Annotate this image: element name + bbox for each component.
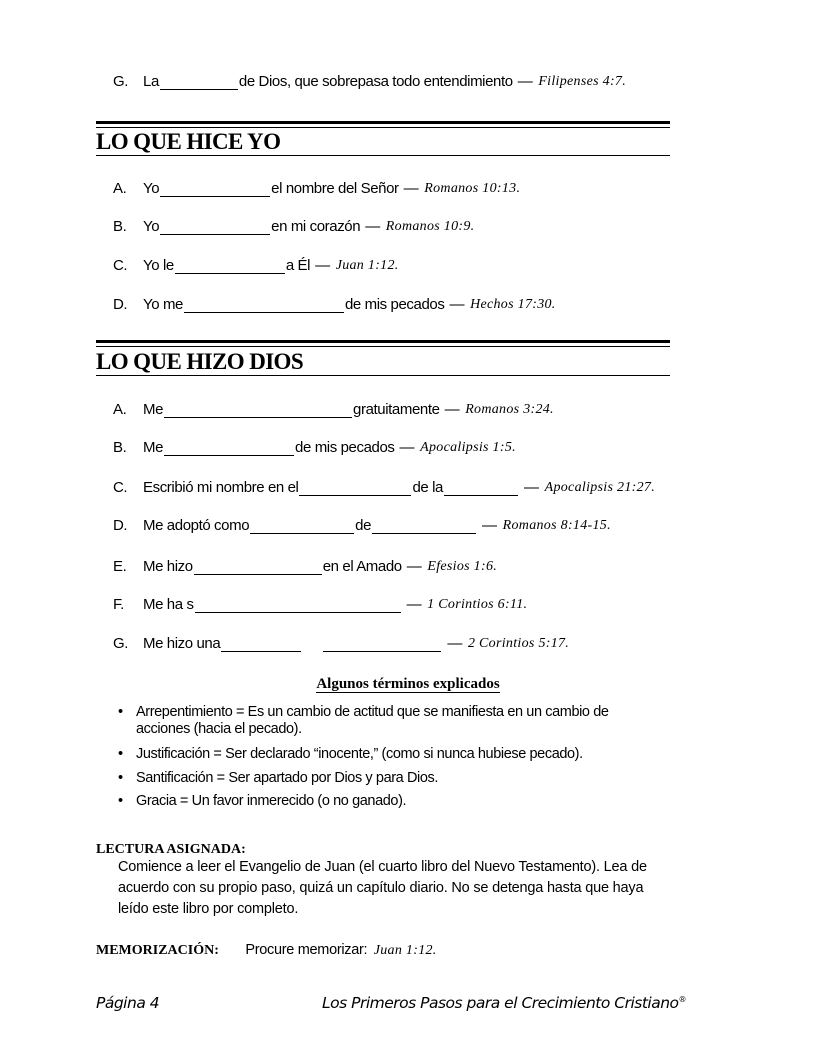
section-title-what-god-did: LO QUE HIZO DIOS: [96, 348, 670, 376]
item-letter: C.: [113, 479, 128, 496]
answer-blank[interactable]: [250, 517, 354, 534]
fill-item-e: [113, 553, 497, 575]
fill-item-g-top: [113, 68, 626, 90]
item-prefix: Me ha s: [143, 596, 194, 613]
section-rule-thick: [96, 340, 670, 343]
reading-text: Comience a leer el Evangelio de Juan (el cuarto libro del Nuevo Testamento). Lea de acuerdo con su propio paso, quizá un capítulo diario. No se detenga hasta que haya leído este libro por completo.: [118, 859, 647, 917]
em-dash: —: [365, 218, 380, 235]
terms-heading-text: Algunos términos explicados: [316, 676, 500, 692]
item-letter: D.: [113, 517, 128, 534]
item-suffix: gratuitamente: [353, 401, 440, 418]
fill-item-b: [113, 213, 474, 235]
bullet-icon: •: [118, 704, 123, 720]
footer-page-number: Página 4: [96, 994, 160, 1012]
item-letter: A.: [113, 401, 127, 418]
item-prefix: Yo le: [143, 257, 174, 274]
bible-reference: Juan 1:12.: [373, 943, 437, 958]
item-letter: G.: [113, 73, 129, 90]
item-suffix: a Él: [285, 257, 311, 274]
item-letter: B.: [113, 439, 127, 456]
memorization-label: MEMORIZACIÓN:: [96, 943, 219, 958]
answer-blank[interactable]: [195, 596, 401, 613]
em-dash: —: [403, 180, 419, 197]
answer-blank[interactable]: [164, 401, 352, 418]
term-item: [118, 770, 678, 787]
terms-heading: [0, 676, 816, 693]
answer-blank[interactable]: [164, 439, 294, 456]
em-dash: —: [517, 73, 533, 90]
section-title-what-i-did: LO QUE HICE YO: [96, 128, 670, 156]
fill-item-c: [113, 252, 399, 274]
item-suffix: en el Amado: [322, 558, 402, 575]
item-suffix: el nombre del Señor: [271, 180, 399, 197]
item-suffix: de mis pecados: [295, 439, 395, 456]
item-prefix: La: [143, 73, 159, 90]
item-suffix: de mis pecados: [344, 296, 445, 313]
answer-blank[interactable]: [323, 635, 441, 652]
item-letter: D.: [113, 296, 128, 313]
item-letter: F.: [113, 596, 124, 613]
bible-reference: Hechos 17:30.: [470, 297, 556, 312]
item-letter: B.: [113, 218, 127, 235]
item-prefix: Me: [143, 439, 164, 456]
item-letter: G.: [113, 635, 129, 652]
term-text: Gracia = Un favor inmerecido (o no ganado).: [136, 793, 407, 809]
answer-blank[interactable]: [160, 73, 238, 90]
em-dash: —: [406, 596, 422, 613]
term-item: [118, 746, 678, 763]
answer-blank[interactable]: [444, 479, 518, 496]
item-prefix: Me hizo una: [143, 635, 221, 652]
bible-reference: Apocalipsis 21:27.: [544, 480, 656, 495]
em-dash: —: [315, 257, 330, 274]
bible-reference: 1 Corintios 6:11.: [427, 597, 528, 612]
memorization-row: [96, 941, 437, 959]
bullet-icon: •: [118, 746, 123, 762]
fill-item-d: [113, 512, 611, 534]
answer-blank[interactable]: [372, 517, 476, 534]
item-prefix: Me adoptó como: [143, 517, 250, 534]
answer-blank[interactable]: [194, 558, 322, 575]
bible-reference: Romanos 3:24.: [465, 402, 554, 417]
answer-blank[interactable]: [184, 296, 344, 313]
item-letter: E.: [113, 558, 127, 575]
fill-item-f: [113, 591, 527, 613]
bible-reference: Juan 1:12.: [335, 258, 399, 273]
em-dash: —: [524, 479, 539, 496]
item-prefix: Me: [143, 401, 164, 418]
em-dash: —: [482, 517, 497, 534]
answer-blank[interactable]: [299, 479, 411, 496]
bullet-icon: •: [118, 793, 123, 809]
term-item: [118, 793, 678, 810]
section-rule-thick: [96, 121, 670, 124]
footer-book-title: [322, 994, 686, 1012]
item-letter: C.: [113, 257, 128, 274]
em-dash: —: [449, 296, 465, 313]
bible-reference: Romanos 8:14-15.: [502, 518, 611, 533]
reading-label: LECTURA ASIGNADA:: [96, 842, 246, 857]
item-suffix: de Dios, que sobrepasa todo entendimiento: [238, 73, 513, 90]
bible-reference: Efesios 1:6.: [427, 559, 498, 574]
em-dash: —: [444, 401, 460, 418]
bible-reference: Romanos 10:13.: [424, 181, 521, 196]
fill-item-g: [113, 630, 569, 652]
bible-reference: Romanos 10:9.: [385, 219, 475, 234]
fill-item-b: [113, 434, 516, 456]
item-prefix: Yo me: [143, 296, 183, 313]
term-item: [118, 704, 678, 738]
fill-item-a: [113, 175, 520, 197]
em-dash: —: [399, 439, 415, 456]
item-prefix: Me hizo: [143, 558, 193, 575]
bible-reference: Filipenses 4:7.: [538, 74, 627, 89]
item-letter: A.: [113, 180, 127, 197]
book-title: Los Primeros Pasos para el Crecimiento Cristiano: [322, 994, 679, 1012]
bible-reference: Apocalipsis 1:5.: [420, 440, 516, 455]
term-text: Santificación = Ser apartado por Dios y para Dios.: [136, 770, 438, 786]
registered-mark: ®: [678, 994, 687, 1004]
item-middle: de: [355, 517, 372, 534]
em-dash: —: [447, 635, 462, 652]
em-dash: —: [406, 558, 422, 575]
item-middle: de la: [412, 479, 443, 496]
fill-item-d: [113, 291, 556, 313]
answer-blank[interactable]: [175, 257, 285, 274]
item-prefix: Escribió mi nombre en el: [143, 479, 299, 496]
section-rule-thin: [96, 346, 670, 347]
item-prefix: Yo: [143, 180, 160, 197]
item-prefix: Yo: [143, 218, 160, 235]
memorization-text: Procure memorizar:: [245, 942, 368, 958]
answer-blank[interactable]: [160, 218, 270, 235]
fill-item-a: [113, 396, 554, 418]
fill-item-c: [113, 474, 655, 496]
bullet-icon: •: [118, 770, 123, 786]
item-suffix: en mi corazón: [271, 218, 361, 235]
bible-reference: 2 Corintios 5:17.: [467, 636, 570, 651]
term-text: Arrepentimiento = Es un cambio de actitud que se manifiesta en un cambio de acciones (hacia el pecado).: [136, 704, 609, 737]
answer-blank[interactable]: [221, 635, 301, 652]
term-text: Justificación = Ser declarado “inocente,” (como si nunca hubiese pecado).: [136, 746, 583, 762]
answer-blank[interactable]: [160, 180, 270, 197]
